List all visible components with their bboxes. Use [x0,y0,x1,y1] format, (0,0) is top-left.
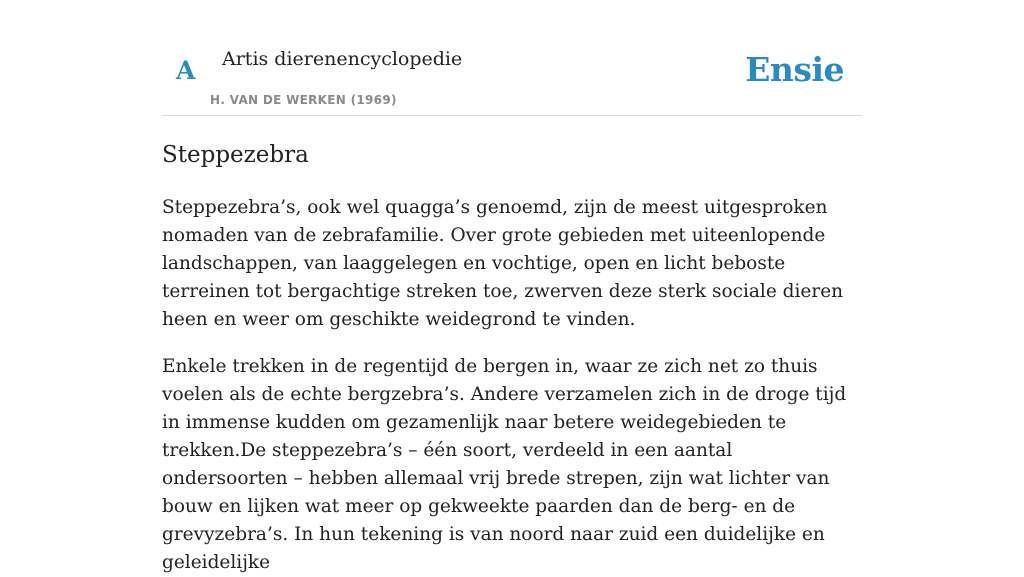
entry-paragraph: Enkele trekken in de regentijd de bergen in, waar ze zich net zo thuis voelen als de echte bergzebra’s. Andere verzamelen zich in de droge tijd in immense kudden om gezamenlijk naar betere weidegebieden te trekken.De steppezebra’s – één soort, verdeeld in een aantal ondersoorten – hebben allemaal vrij brede strepen, zijn wat lichter van bouw en lijken wat meer op gekweekte paarden dan de berg- en de grevyzebra’s. In hun tekening is van noord naar zuid een duidelijke en geleidelijke [162,356,847,573]
entry-paragraph: Steppezebra’s, ook wel quagga’s genoemd, zijn de meest uitgesproken nomaden van de zebrafamilie. Over grote gebieden met uiteenlopende landschappen, van laaggelegen en vochtige, open en licht beboste terreinen tot bergachtige streken toe, zwerven deze sterk sociale dieren heen en weer om geschikte weidegrond te vinden. [162,197,844,330]
book-letter-badge[interactable]: A [176,56,196,85]
entry-body [162,194,862,577]
page [162,0,862,577]
book-author: H. VAN DE WERKEN (1969) [210,93,397,107]
source-header [162,40,862,116]
entry-title: Steppezebra [162,142,309,168]
book-title-link[interactable]: Artis dierenencyclopedie [222,48,463,70]
ensie-logo[interactable]: Ensie [745,50,844,89]
